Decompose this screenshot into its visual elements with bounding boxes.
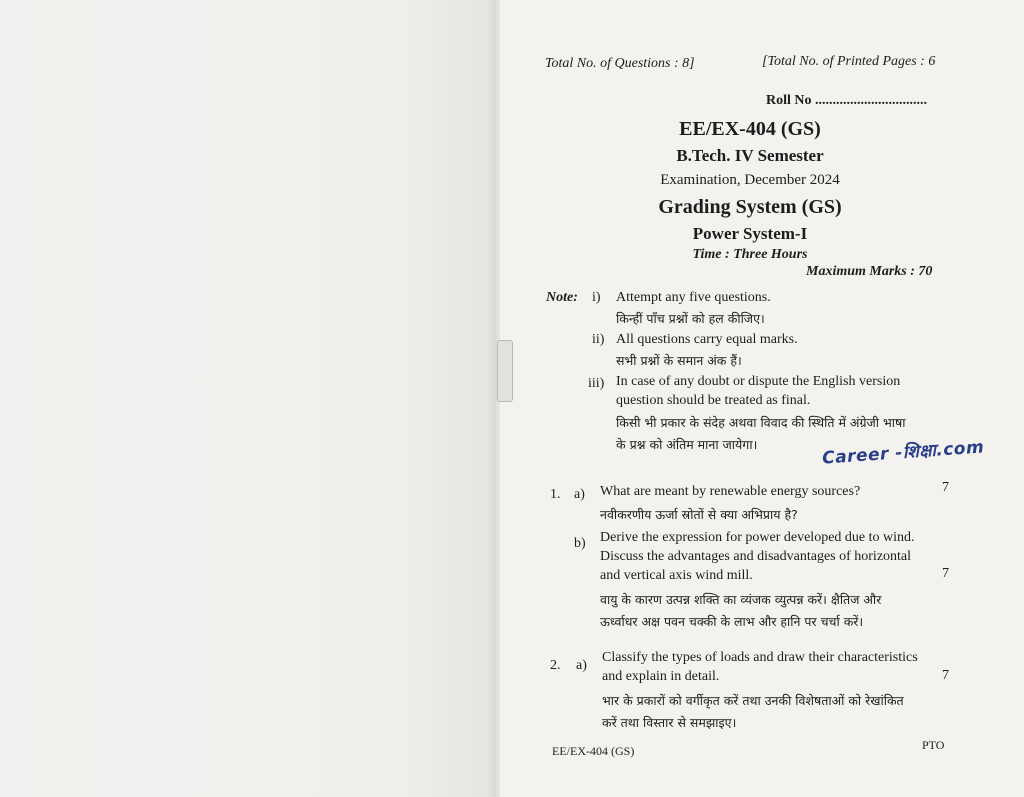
footer-pto: PTO [922,738,945,752]
question-2a-hindi-line1: भार के प्रकारों को वर्गीकृत करें तथा उनकी विशेषताओं को रेखांकित [602,693,904,708]
question-2a-marks: 7 [942,668,949,683]
note-label: Note: [546,290,578,305]
note-en-1: Attempt any five questions. [616,290,771,305]
question-1b-marks: 7 [942,566,949,581]
question-2-number: 2. [550,658,561,673]
note-en-3a: In case of any doubt or dispute the English version [616,374,901,389]
question-1b-text-line1: Derive the expression for power developed due to wind. [600,530,915,545]
question-1a-label: a) [574,487,585,502]
note-en-3b: question should be treated as final. [616,393,811,408]
question-1b-text-line3: and vertical axis wind mill. [600,568,753,583]
question-2a-hindi-line2: करें तथा विस्तार से समझाइए। [602,715,737,730]
exam-session: Examination, December 2024 [660,172,840,188]
question-1a-text: What are meant by renewable energy sources? [600,484,861,499]
question-1a-marks: 7 [942,480,949,495]
binder-clip [497,340,513,402]
question-1b-text-line2: Discuss the advantages and disadvantages of horizontal [600,549,912,564]
roll-no: Roll No ................................ [766,93,927,108]
course-code: EE/EX-404 (GS) [679,118,821,140]
footer-course-code: EE/EX-404 (GS) [552,744,635,758]
total-printed-pages: [Total No. of Printed Pages : 6 [762,54,936,69]
maximum-marks: Maximum Marks : 70 [806,264,933,279]
question-1b-hindi-line1: वायु के कारण उत्पन्न शक्ति का व्यंजक व्युत्पन्न करें। क्षैतिज और [600,592,882,607]
question-1b-hindi-line2: ऊर्ध्वाधर अक्ष पवन चक्की के लाभ और हानि पर चर्चा करें। [600,614,864,629]
question-1a-hindi: नवीकरणीय ऊर्जा स्रोतों से क्या अभिप्राय है? [600,507,798,522]
subject-name: Power System-I [692,224,808,243]
note-hi-3b: के प्रश्न को अंतिम माना जायेगा। [616,437,758,452]
note-num-3: iii) [588,376,605,391]
note-en-2: All questions carry equal marks. [616,332,798,347]
note-hi-1: किन्हीं पाँच प्रश्नों को हल कीजिए। [616,311,765,326]
note-num-2: ii) [592,332,605,347]
program-name: B.Tech. IV Semester [676,146,824,165]
question-1b-label: b) [574,536,586,551]
grading-system: Grading System (GS) [658,196,842,218]
question-2a-text-line2: and explain in detail. [602,669,720,684]
question-2a-label: a) [576,658,587,673]
question-2a-text-line1: Classify the types of loads and draw their characteristics [602,650,918,665]
career-shiksha-watermark: Career -शिक्षा.com [821,437,985,469]
blank-left-page [0,0,492,797]
note-hi-3a: किसी भी प्रकार के संदेह अथवा विवाद की स्थिति में अंग्रेजी भाषा [616,415,906,430]
note-num-1: i) [592,290,601,305]
question-1-number: 1. [550,487,561,502]
exam-time: Time : Three Hours [692,247,808,262]
total-questions: Total No. of Questions : 8] [545,56,695,71]
note-hi-2: सभी प्रश्नों के समान अंक हैं। [616,353,742,368]
